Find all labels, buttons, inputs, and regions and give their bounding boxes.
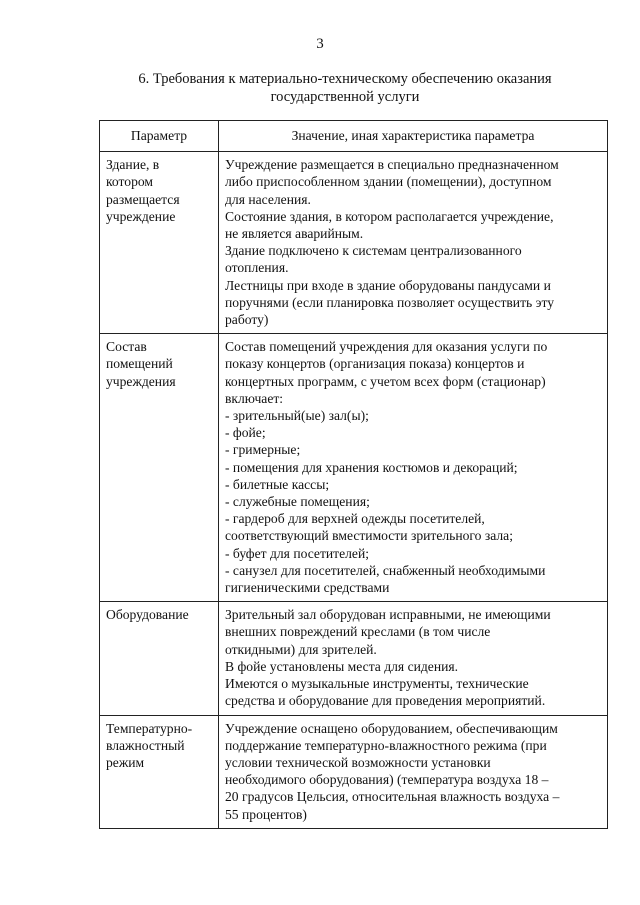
value-line: - буфет для посетителей; [225, 545, 370, 561]
value-line: - служебные помещения; [225, 494, 370, 510]
value-cell [219, 715, 608, 828]
parameter-line: помещений [106, 356, 173, 372]
value-line: Учреждение размещается в специально предназначенном [225, 157, 559, 173]
value-line: откидными) для зрителей. [225, 641, 377, 657]
value-line: 55 процентов) [225, 806, 307, 822]
parameter-line: учреждения [106, 373, 176, 389]
header-parameter: Параметр [100, 121, 219, 152]
table-row [100, 152, 608, 334]
parameter-cell [100, 334, 219, 602]
value-line: - санузел для посетителей, снабженный необходимыми [225, 562, 546, 578]
value-line: - гримерные; [225, 442, 301, 458]
parameter-line: влажностный [106, 737, 185, 753]
value-line: поручнями (если планировка позволяет осуществить эту [225, 294, 555, 310]
value-cell [219, 334, 608, 602]
value-line: либо приспособленном здании (помещении), доступном [225, 174, 552, 190]
value-line: средства и оборудование для проведения мероприятий. [225, 693, 546, 709]
parameter-line: Температурно- [106, 720, 193, 736]
value-line: - помещения для хранения костюмов и декораций; [225, 459, 518, 475]
value-line: - фойе; [225, 425, 266, 441]
value-line: В фойе установлены места для сидения. [225, 658, 459, 674]
section-title-line: государственной услуги [270, 89, 420, 105]
parameter-line: учреждение [106, 208, 176, 224]
value-line: показу концертов (организация показа) концертов и [225, 356, 525, 372]
value-line: соответствующий вместимости зрительного зала; [225, 528, 513, 544]
value-line: - зрительный(ые) зал(ы); [225, 408, 369, 424]
parameter-line: котором [106, 174, 154, 190]
parameter-line: размещается [106, 191, 180, 207]
value-line: Состав помещений учреждения для оказания услуги по [225, 339, 548, 355]
value-line: Лестницы при входе в здание оборудованы пандусами и [225, 277, 551, 293]
table-row [100, 602, 608, 715]
value-cell [219, 152, 608, 334]
value-line: включает: [225, 390, 284, 406]
header-value: Значение, иная характеристика параметра [219, 121, 608, 152]
parameter-line: Оборудование [106, 607, 189, 623]
value-line: - гардероб для верхней одежды посетителей, [225, 511, 485, 527]
value-line: Имеются о музыкальные инструменты, технические [225, 676, 529, 692]
value-line: Состояние здания, в котором располагается учреждение, [225, 208, 554, 224]
section-title [90, 70, 600, 106]
value-line: 20 градусов Цельсия, относительная влажность воздуха – [225, 789, 560, 805]
value-line: концертных программ, с учетом всех форм (стационар) [225, 373, 546, 389]
value-line: гигиеническими средствами [225, 580, 390, 596]
value-line: Зрительный зал оборудован исправными, не имеющими [225, 607, 551, 623]
value-line: работу) [225, 312, 269, 328]
value-line: - билетные кассы; [225, 476, 330, 492]
value-line: внешних повреждений креслами (в том числе [225, 624, 491, 640]
value-line: Здание подключено к системам централизованного [225, 243, 522, 259]
table-header-row [100, 121, 608, 152]
section-title-line: 6. Требования к материально-техническому обеспечению оказания [138, 71, 552, 87]
parameter-line: Здание, в [106, 157, 160, 173]
value-cell [219, 602, 608, 715]
parameter-cell [100, 152, 219, 334]
requirements-table [99, 120, 608, 829]
value-line: для населения. [225, 191, 311, 207]
page-number: 3 [316, 36, 324, 52]
table-row [100, 715, 608, 828]
value-line: отопления. [225, 260, 289, 276]
value-line: необходимого оборудования) (температура воздуха 18 – [225, 772, 549, 788]
value-line: Учреждение оснащено оборудованием, обеспечивающим [225, 720, 558, 736]
table-row [100, 334, 608, 602]
value-line: условии технической возможности установки [225, 754, 491, 770]
parameter-line: Состав [106, 339, 147, 355]
parameter-cell [100, 602, 219, 715]
parameter-cell [100, 715, 219, 828]
value-line: не является аварийным. [225, 226, 364, 242]
parameter-line: режим [106, 754, 145, 770]
value-line: поддержание температурно-влажностного режима (при [225, 737, 547, 753]
